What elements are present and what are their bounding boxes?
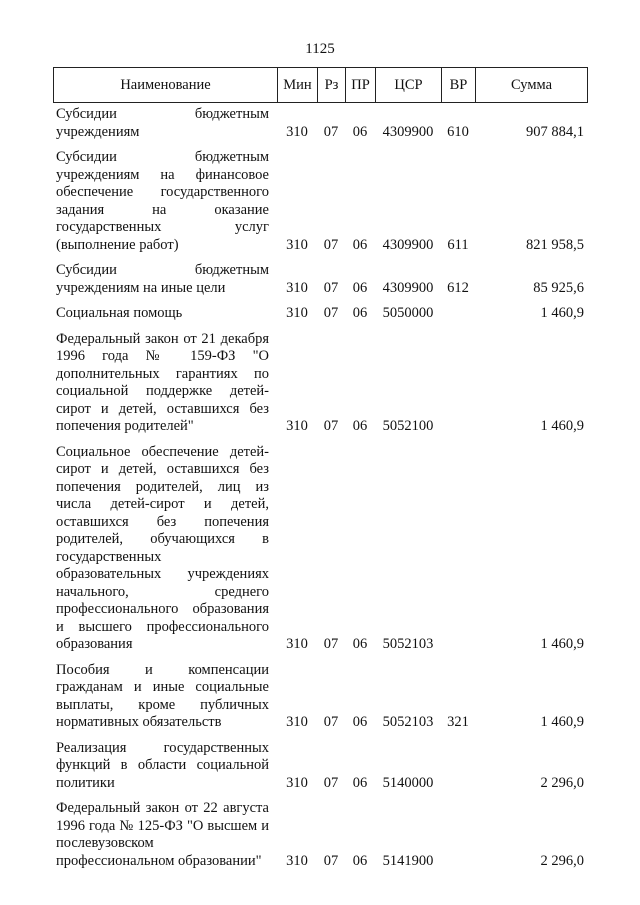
row-vr: 610: [447, 123, 469, 140]
table-row: [53, 149, 587, 262]
row-sum: 821 958,5: [526, 236, 584, 253]
budget-table: [53, 106, 587, 878]
row-sum: 1 460,9: [540, 418, 584, 434]
row-min: 310: [286, 636, 308, 652]
header-sum: Сумма: [476, 68, 588, 103]
row-rz: 07: [323, 714, 339, 730]
row-min: 310: [286, 714, 308, 730]
row-sum: 1 460,9: [540, 636, 584, 652]
header-vr: ВР: [442, 68, 476, 103]
row-pr: 06: [352, 279, 368, 296]
row-vr: [441, 331, 475, 444]
row-sum: 85 925,6: [533, 279, 584, 296]
row-pr: 06: [352, 852, 368, 869]
row-pr: 06: [352, 123, 368, 140]
table-header: [53, 67, 588, 103]
row-vr: [441, 740, 475, 801]
row-rz: 07: [323, 236, 339, 253]
row-vr: [441, 800, 475, 878]
row-vr: 612: [447, 279, 469, 296]
row-name: Субсидии бюджетным учреждениям на финансовое обеспечение государственного задания на оказание государственных услуг (выполнение работ): [56, 149, 269, 253]
row-min: 310: [286, 123, 308, 140]
row-min: 310: [286, 774, 308, 791]
row-min: 310: [286, 418, 308, 434]
row-sum: 1 460,9: [540, 714, 584, 730]
row-name: Реализация государственных функций в области социальной политики: [56, 739, 269, 791]
row-vr: [441, 444, 475, 662]
row-pr: 06: [352, 636, 368, 652]
header-csr: ЦСР: [376, 68, 442, 103]
header-pr: ПР: [346, 68, 376, 103]
row-rz: 07: [323, 852, 339, 869]
row-pr: 06: [352, 774, 368, 791]
row-csr: 5050000: [382, 305, 434, 321]
row-vr: [441, 305, 475, 331]
row-name: Социальное обеспечение детей-сирот и детей, оставшихся без попечения родителей, лиц из числа детей-сирот и детей, оставшихся без попечения родителей, обучающихся в государственных образовательных учреждениях начального, среднего профессионального образования и высшего профессионального образования: [56, 443, 269, 652]
header-min: Мин: [278, 68, 318, 103]
row-pr: 06: [352, 418, 368, 434]
row-csr: 4309900: [382, 279, 434, 296]
row-pr: 06: [352, 714, 368, 730]
table-row: [53, 800, 587, 878]
header-name: Наименование: [54, 68, 278, 103]
row-sum: 2 296,0: [540, 852, 584, 869]
row-rz: 07: [323, 636, 339, 652]
row-pr: 06: [352, 305, 368, 321]
row-vr: 611: [447, 236, 469, 253]
row-min: 310: [286, 305, 308, 321]
row-name: Субсидии бюджетным учреждениям на иные цели: [56, 262, 269, 296]
row-name: Пособия и компенсации гражданам и иные социальные выплаты, кроме публичных нормативных обязательств: [56, 661, 269, 730]
row-sum: 1 460,9: [540, 305, 584, 321]
row-name: Субсидии бюджетным учреждениям: [56, 106, 269, 140]
table-row: [53, 305, 587, 331]
header-rz: Рз: [318, 68, 346, 103]
table-row: [53, 106, 587, 149]
row-min: 310: [286, 279, 308, 296]
table-row: [53, 740, 587, 801]
row-csr: 5140000: [382, 774, 434, 791]
row-name: Федеральный закон от 22 августа 1996 года № 125-ФЗ "О высшем и послевузовском профессиональном образовании": [56, 800, 269, 869]
row-rz: 07: [323, 418, 339, 434]
row-csr: 5052103: [382, 636, 434, 652]
row-csr: 4309900: [382, 123, 434, 140]
row-vr: 321: [447, 714, 469, 730]
page-number: 1125: [305, 41, 335, 57]
row-rz: 07: [323, 123, 339, 140]
row-rz: 07: [323, 774, 339, 791]
row-name: Федеральный закон от 21 декабря 1996 года № 159-ФЗ "О дополнительных гарантиях по социальной поддержке детей-сирот и детей, оставшихся без попечения родителей": [56, 330, 269, 434]
table-row: [53, 262, 587, 305]
row-pr: 06: [352, 236, 368, 253]
row-min: 310: [286, 236, 308, 253]
row-name: Социальная помощь: [56, 305, 183, 321]
row-rz: 07: [323, 279, 339, 296]
table-row: [53, 662, 587, 740]
row-sum: 907 884,1: [526, 123, 584, 140]
row-csr: 5052100: [382, 418, 434, 434]
table-row: [53, 331, 587, 444]
row-csr: 5141900: [382, 852, 434, 869]
table-row: [53, 444, 587, 662]
row-rz: 07: [323, 305, 339, 321]
row-min: 310: [286, 852, 308, 869]
row-csr: 4309900: [382, 236, 434, 253]
row-sum: 2 296,0: [540, 774, 584, 791]
row-csr: 5052103: [382, 714, 434, 730]
